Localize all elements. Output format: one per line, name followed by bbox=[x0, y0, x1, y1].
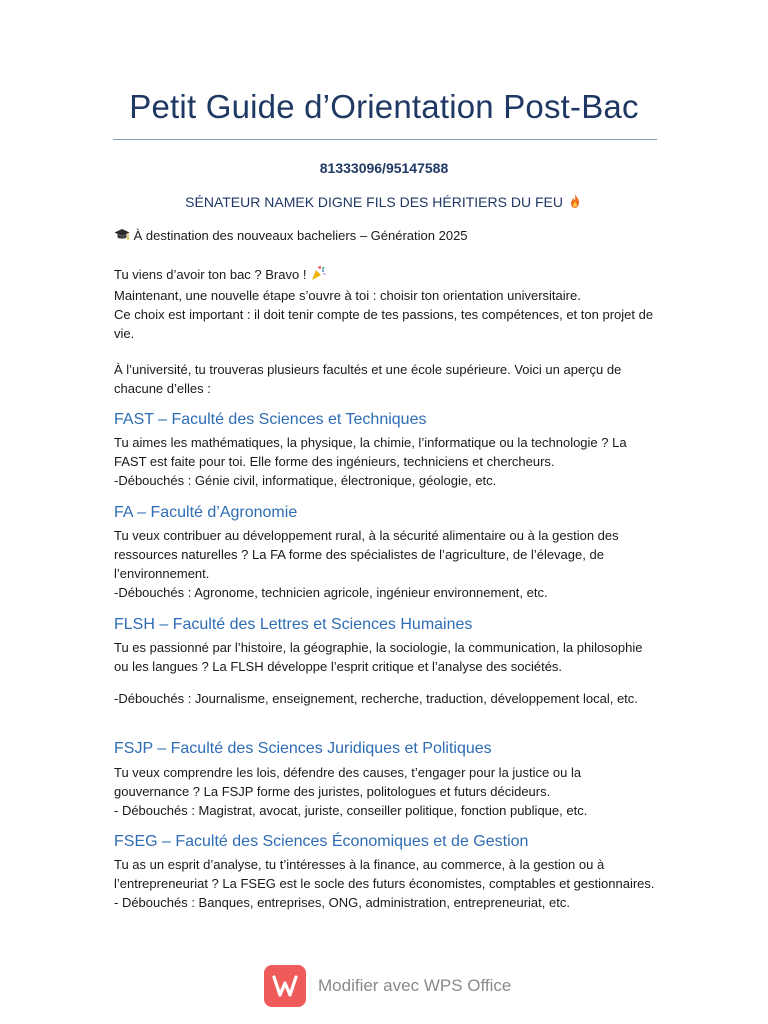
section-outlets: -Débouchés : Agronome, technicien agricole, ingénieur environnement, etc. bbox=[114, 585, 548, 600]
title-underline bbox=[113, 139, 657, 140]
intro-line-3: Ce choix est important : il doit tenir compte de tes passions, tes compétences, et ton projet de vie. bbox=[114, 307, 654, 341]
section-description: Tu aimes les mathématiques, la physique, la chimie, l’informatique ou la technologie ? La FAST est faite pour toi. Elle forme des ingénieurs, techniciens et chercheurs. bbox=[114, 435, 627, 469]
section-outlets: - Débouchés : Banques, entreprises, ONG, administration, entrepreneuriat, etc. bbox=[114, 895, 570, 910]
section-description: Tu as un esprit d’analyse, tu t’intéresses à la finance, au commerce, à la gestion ou à l’entrepreneuriat ? La FSEG est le socle des futurs économistes, comptables et gestionnaires. bbox=[114, 857, 655, 891]
section-heading-fsjp: FSJP – Faculté des Sciences Juridiques et Politiques bbox=[114, 740, 492, 757]
section-body-fseg bbox=[114, 855, 659, 912]
wps-edit-banner[interactable] bbox=[264, 963, 511, 1009]
section-body-fa bbox=[114, 526, 659, 602]
intro-line-2: Maintenant, une nouvelle étape s’ouvre à toi : choisir ton orientation universitaire. bbox=[114, 288, 581, 303]
subtitle bbox=[0, 193, 768, 212]
page-title: Petit Guide d’Orientation Post-Bac bbox=[129, 88, 639, 125]
section-outlets: -Débouchés : Génie civil, informatique, électronique, géologie, etc. bbox=[114, 473, 497, 488]
section-body-fast bbox=[114, 433, 659, 490]
wps-office-logo-icon[interactable] bbox=[264, 965, 306, 1007]
section-outlets: - Débouchés : Magistrat, avocat, juriste, conseiller politique, fonction publique, etc. bbox=[114, 803, 588, 818]
section-body-fsjp bbox=[114, 763, 659, 820]
section-outlets: -Débouchés : Journalisme, enseignement, recherche, traduction, développement local, etc. bbox=[114, 691, 638, 706]
section-description: Tu es passionné par l’histoire, la géographie, la sociologie, la communication, la philosophie ou les langues ? La FLSH développe l’esprit critique et l’analyse des sociétés. bbox=[114, 640, 643, 674]
phone-numbers: 81333096/95147588 bbox=[319, 160, 449, 176]
section-heading-flsh: FLSH – Faculté des Lettres et Sciences Humaines bbox=[114, 616, 473, 633]
fire-icon bbox=[567, 193, 583, 212]
section-heading-fa: FA – Faculté d’Agronomie bbox=[114, 504, 298, 521]
audience-line bbox=[114, 226, 659, 247]
section-heading-fast: FAST – Faculté des Sciences et Techniques bbox=[114, 411, 427, 428]
subtitle-text: SÉNATEUR NAMEK DIGNE FILS DES HÉRITIERS DU FEU bbox=[185, 194, 563, 210]
party-popper-icon bbox=[310, 265, 326, 286]
audience-text: À destination des nouveaux bacheliers – Génération 2025 bbox=[133, 228, 468, 243]
intro-line-1 bbox=[114, 265, 659, 286]
section-heading-fseg: FSEG – Faculté des Sciences Économiques et de Gestion bbox=[114, 833, 529, 850]
section-description: Tu veux contribuer au développement rural, à la sécurité alimentaire ou à la gestion des ressources naturelles ? La FA forme des spécialistes de l’agriculture, de l’élevage, de l’environnement. bbox=[114, 528, 619, 581]
intro-line-1-text: Tu viens d’avoir ton bac ? Bravo ! bbox=[114, 267, 307, 282]
overview-paragraph: À l’université, tu trouveras plusieurs facultés et une école supérieure. Voici un aperçu de chacune d’elles : bbox=[114, 362, 622, 396]
graduation-cap-icon bbox=[114, 228, 130, 247]
section-description: Tu veux comprendre les lois, défendre des causes, t’engager pour la justice ou la gouvernance ? La FSJP forme des juristes, politologues et futurs décideurs. bbox=[114, 765, 582, 799]
wps-edit-link[interactable]: Modifier avec WPS Office bbox=[318, 976, 512, 995]
intro-paragraph bbox=[114, 265, 659, 343]
section-body-flsh bbox=[114, 638, 659, 708]
